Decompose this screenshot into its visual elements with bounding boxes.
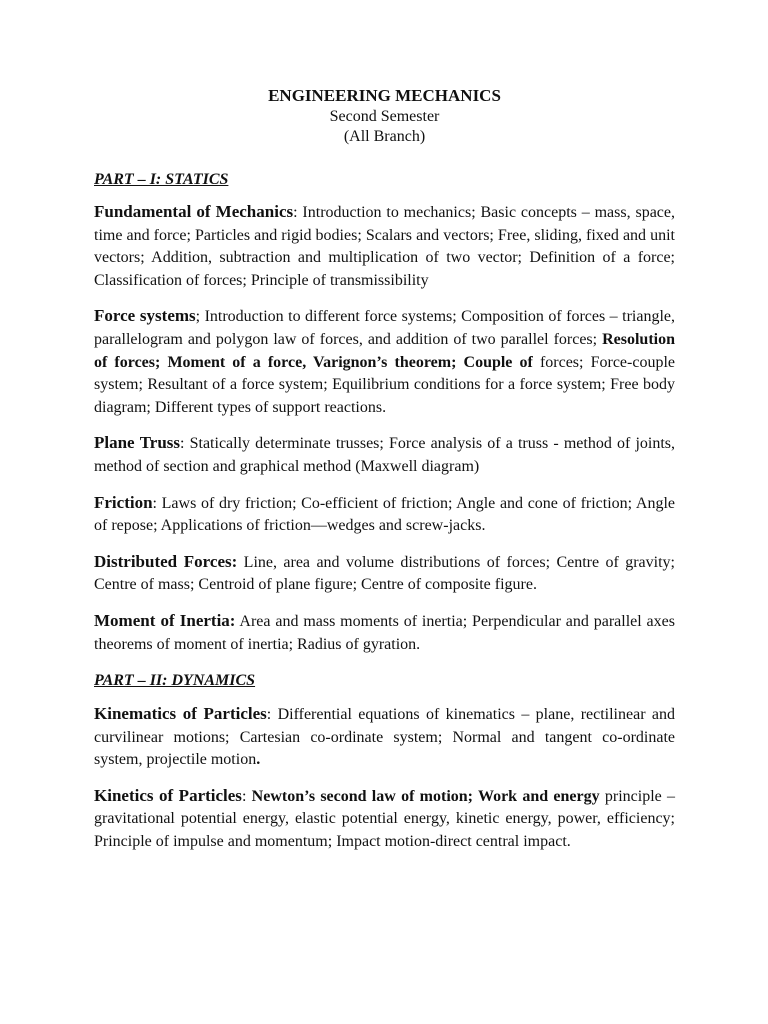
part-two-heading: PART – II: DYNAMICS [94, 672, 256, 690]
topic-title: Distributed Forces: [94, 551, 238, 571]
topic-title: Plane Truss [94, 433, 181, 453]
semester-label: Second Semester [329, 108, 440, 125]
section-moment-of-inertia [94, 610, 675, 656]
topic-text: principle – gravitational potential energy, elastic potential energy, kinetic energy, power, efficiency; Principle of impulse and momentum; Impact motion-direct central impact. [94, 787, 676, 851]
topic-text: : Laws of dry friction; Co-efficient of friction; Angle and cone of friction; Angle of repose; Applications of friction—wedges and screw-jacks. [94, 494, 675, 535]
topic-title: Force systems [94, 306, 196, 326]
topic-text-bold: Resolution of forces; Moment of a force, Varignon’s theorem; Couple of [94, 330, 675, 371]
document-header [94, 86, 675, 147]
section-fundamental-mechanics [94, 201, 675, 292]
section-kinetics-particles [94, 785, 675, 854]
topic-text: : [241, 787, 252, 805]
topic-text-bold: Newton’s second law of motion; Work and energy [251, 787, 600, 805]
topic-text: : Statically determinate trusses; Force analysis of a truss - method of joints, method of section and graphical method (Maxwell diagram) [94, 435, 676, 475]
topic-text: Area and mass moments of inertia; Perpendicular and parallel axes theorems of moment of inertia; Radius of gyration. [94, 612, 675, 653]
topic-text: ; Introduction to different force systems; Composition of forces – triangle, parallelogram and polygon law of forces, and addition of two parallel forces; [94, 308, 675, 348]
section-force-systems [94, 305, 675, 419]
part-one-heading: PART – I: STATICS [94, 171, 229, 188]
section-friction [94, 492, 675, 538]
syllabus-page [94, 86, 675, 867]
topic-text: Line, area and volume distributions of forces; Centre of gravity; Centre of mass; Centroid of plane figure; Centre of composite figure. [94, 553, 675, 594]
section-distributed-forces [94, 551, 675, 597]
topic-text: : Differential equations of kinematics – plane, rectilinear and curvilinear motions; Cartesian co-ordinate system; Normal and tangent co-ordinate system, projectile motion [94, 706, 675, 769]
section-plane-truss [94, 432, 675, 478]
topic-title: Friction [94, 492, 153, 512]
topic-text: forces; Force-couple system; Resultant of a force system; Equilibrium conditions for a force system; Free body diagram; Different types of support reactions. [94, 353, 675, 416]
topic-title: Moment of Inertia: [94, 610, 236, 630]
topic-title: Kinematics of Particles [94, 704, 267, 724]
topic-text-end: . [256, 751, 261, 769]
topic-text: : Introduction to mechanics; Basic concepts – mass, space, time and force; Particles and rigid bodies; Scalars and vectors; Free, sliding, fixed and unit vectors; Addition, subtraction and multiplication of two vector; Definition of a force; Classification of forces; Principle of transmissibility [94, 204, 675, 289]
section-kinematics-particles [94, 703, 675, 772]
course-title: ENGINEERING MECHANICS [268, 86, 501, 105]
branch-label: (All Branch) [343, 128, 426, 145]
topic-title: Kinetics of Particles [94, 785, 242, 805]
topic-title: Fundamental of Mechanics [94, 202, 294, 221]
